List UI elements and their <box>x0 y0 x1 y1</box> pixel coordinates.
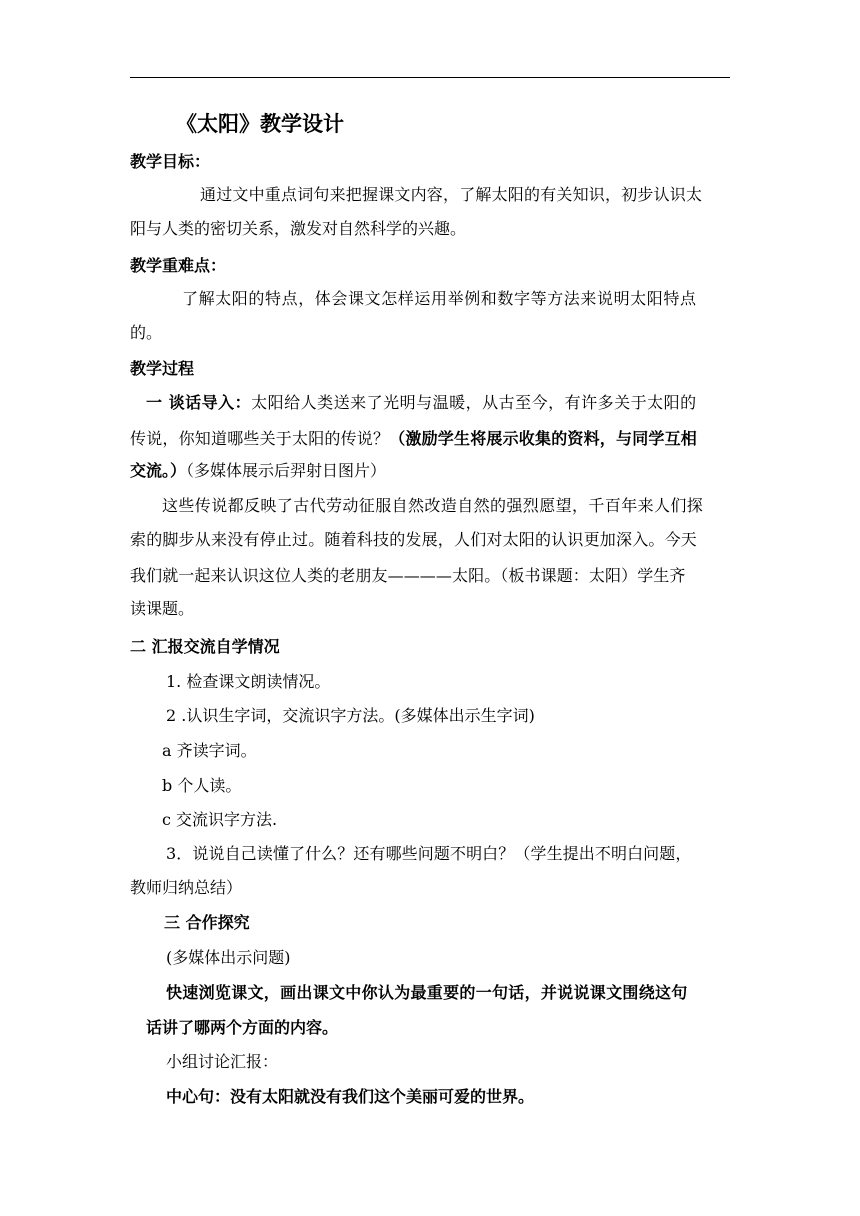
section-1-heading: 一 谈话导入： <box>146 393 252 412</box>
section-1-line-2 <box>130 429 697 449</box>
paragraph-2-line-3: 我们就一起来认识这位人类的老朋友————太阳。（板书课题：太阳）学生齐 <box>130 566 686 585</box>
section-1-intro: 太阳给人类送来了光明与温暖，从古至今，有许多关于太阳的 <box>251 393 697 412</box>
paragraph-2-line-4: 读课题。 <box>130 599 195 618</box>
section-1-line-3 <box>130 461 386 481</box>
section-3-center-sentence: 中心句：没有太阳就没有我们这个美丽可爱的世界。 <box>166 1087 535 1106</box>
key-points-line-1: 了解太阳的特点，体会课文怎样运用举例和数字等方法来说明太阳特点 <box>182 289 697 308</box>
section-2-heading: 二 汇报交流自学情况 <box>130 637 280 656</box>
goal-text-line-2: 阳与人类的密切关系，激发对自然科学的兴趣。 <box>130 219 467 238</box>
process-heading: 教学过程 <box>130 359 195 378</box>
list-item-1: 1. 检查课文朗读情况。 <box>166 672 331 691</box>
goal-heading: 教学目标： <box>130 152 211 171</box>
section-3-task-line-1: 快速浏览课文，画出课文中你认为最重要的一句话，并说说课文围绕这句 <box>166 983 688 1002</box>
key-points-heading: 教学重难点： <box>130 256 227 275</box>
list-item-a: a 齐读字词。 <box>162 741 257 760</box>
key-points-line-2: 的。 <box>130 323 163 342</box>
list-item-2: 2 .认识生字词，交流识字方法。(多媒体出示生字词) <box>166 706 535 725</box>
paragraph-2-line-1: 这些传说都反映了古代劳动征服自然改造自然的强烈愿望，千百年来人们探 <box>162 496 704 515</box>
list-item-3-line-2: 教师归纳总结） <box>130 878 243 897</box>
paragraph-2-line-2: 索的脚步从来没有停止过。随着科技的发展，人们对太阳的认识更加深入。今天 <box>130 530 698 549</box>
list-item-b: b 个人读。 <box>162 776 242 795</box>
goal-text-line-1: 通过文中重点词句来把握课文内容，了解太阳的有关知识，初步认识太 <box>200 185 703 204</box>
section-1-question: 传说，你知道哪些关于太阳的传说？ <box>130 429 390 448</box>
section-1-note-bold: （激励学生将展示收集的资料，与同学互相 <box>389 429 698 448</box>
list-item-c: c 交流识字方法. <box>162 810 278 829</box>
header-rule <box>130 77 730 78</box>
section-3-heading: 三 合作探究 <box>164 913 250 932</box>
list-item-3-line-1: 3．说说自己读懂了什么？还有哪些问题不明白？（学生提出不明白问题， <box>166 844 692 863</box>
page-title: 《太阳》教学设计 <box>176 112 344 136</box>
section-3-media-note: (多媒体出示问题) <box>166 948 291 967</box>
section-1-media-note: （多媒体展示后羿射日图片） <box>186 461 387 480</box>
section-1-line-1 <box>146 393 697 413</box>
section-3-task-line-2: 话讲了哪两个方面的内容。 <box>146 1018 339 1037</box>
section-1-note-bold-end: 交流。） <box>130 461 187 480</box>
section-3-report: 小组讨论汇报： <box>166 1052 279 1071</box>
